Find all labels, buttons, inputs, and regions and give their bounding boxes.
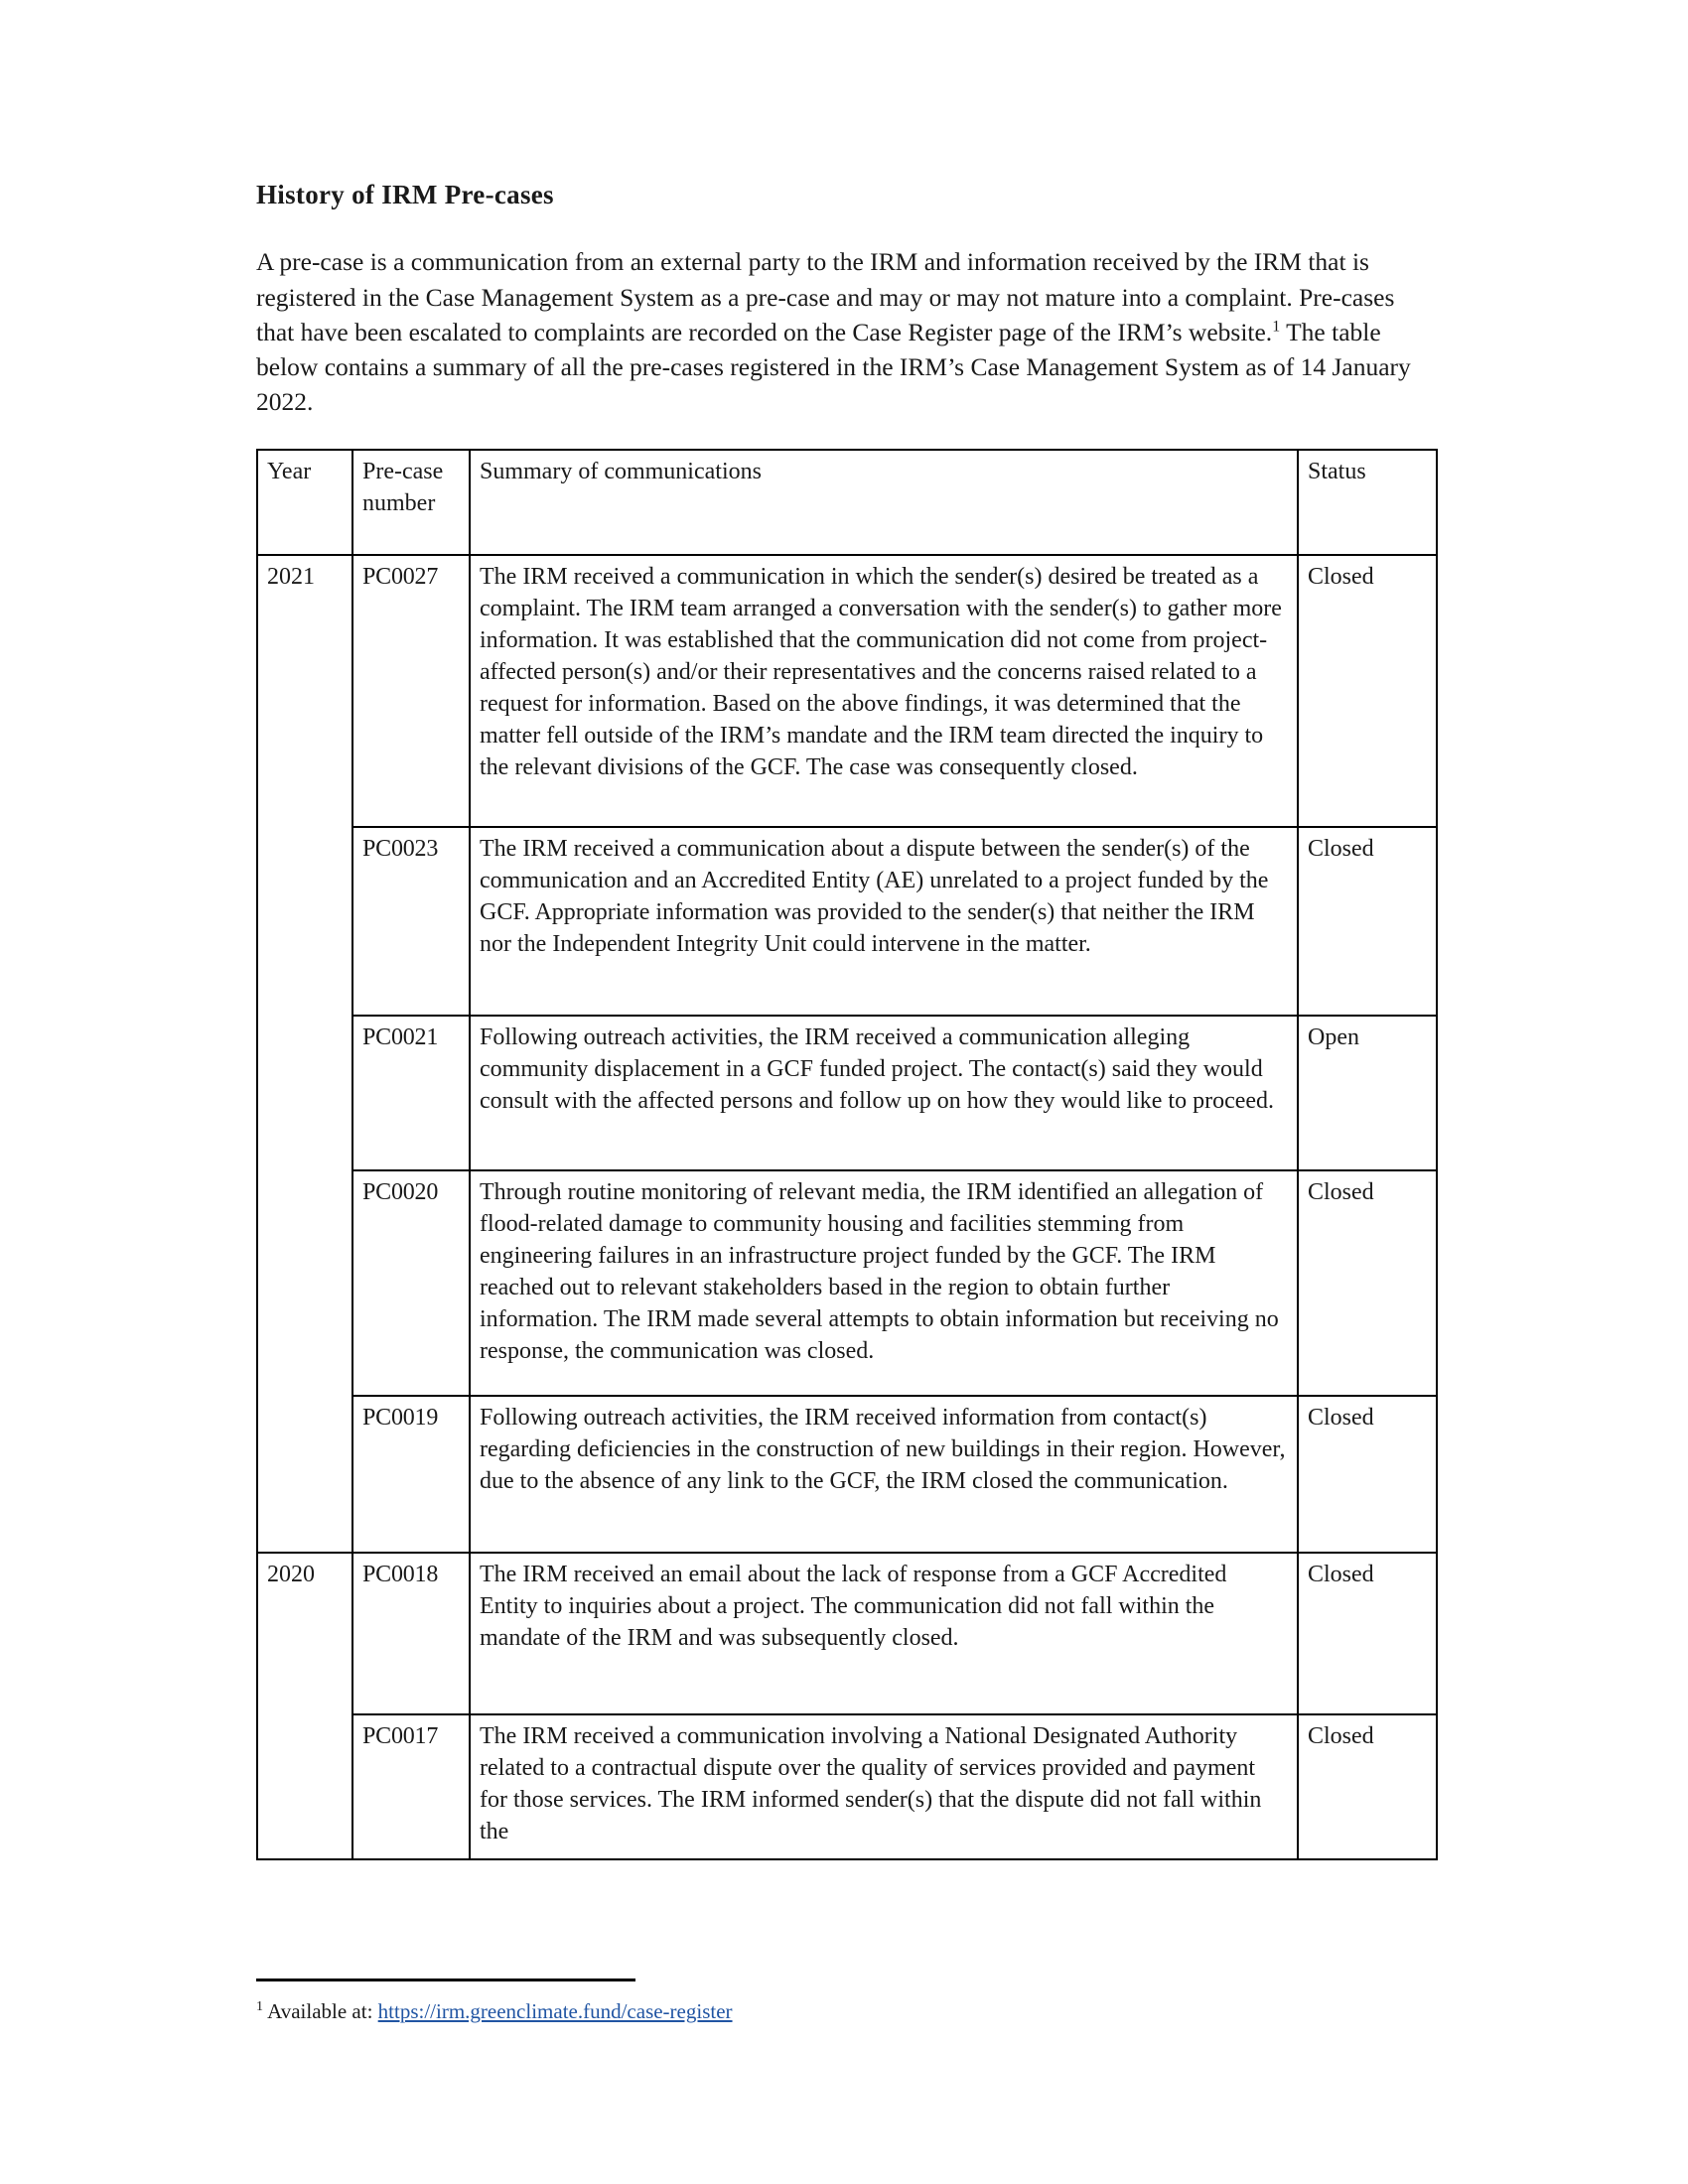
footnote-area	[256, 1979, 1438, 2025]
precase-number-cell: PC0020	[352, 1170, 470, 1396]
pre-cases-table	[256, 449, 1438, 1859]
precase-number-cell: PC0027	[352, 555, 470, 827]
table-row	[257, 555, 1437, 827]
table-row	[257, 1396, 1437, 1553]
summary-cell: The IRM received a communication about a dispute between the sender(s) of the communication and an Accredited Entity (AE) unrelated to a project funded by the GCF. Appropriate information was provided to the sender(s) that neither the IRM nor the Independent Integrity Unit could intervene in the matter.	[470, 827, 1298, 1016]
status-cell: Closed	[1298, 1170, 1437, 1396]
footnote-reference-marker: 1	[1272, 318, 1281, 336]
case-register-link[interactable]: https://irm.greenclimate.fund/case-register	[377, 1999, 733, 2023]
summary-cell: Through routine monitoring of relevant media, the IRM identified an allegation of flood-related damage to community housing and facilities stemming from engineering failures in an infrastructure project funded by the GCF. The IRM reached out to relevant stakeholders based in the region to obtain further information. The IRM made several attempts to obtain information but receiving no response, the communication was closed.	[470, 1170, 1298, 1396]
footnote	[256, 1997, 1438, 2025]
intro-paragraph-text-part1: A pre-case is a communication from an external party to the IRM and information received by the IRM that is registered in the Case Management System as a pre-case and may or may not mature into a complaint. Pre-cases that have been escalated to complaints are recorded on the Case Register page of the IRM’s website.	[256, 247, 1395, 346]
table-row	[257, 1016, 1437, 1170]
status-cell: Closed	[1298, 1553, 1437, 1714]
footnote-label: Available at:	[267, 1999, 373, 2023]
summary-cell: The IRM received an email about the lack of response from a GCF Accredited Entity to inquiries about a project. The communication did not fall within the mandate of the IRM and was subsequently closed.	[470, 1553, 1298, 1714]
table-row	[257, 827, 1437, 1016]
document-content	[256, 179, 1438, 1860]
table-row	[257, 1714, 1437, 1859]
intro-paragraph	[256, 244, 1418, 419]
summary-cell: Following outreach activities, the IRM received a communication alleging community displacement in a GCF funded project. The contact(s) said they would consult with the affected persons and follow up on how they would like to proceed.	[470, 1016, 1298, 1170]
summary-cell: The IRM received a communication in which the sender(s) desired be treated as a complaint. The IRM team arranged a conversation with the sender(s) to gather more information. It was established that the communication did not come from project-affected person(s) and/or their representatives and the concerns raised related to a request for information. Based on the above findings, it was determined that the matter fell outside of the IRM’s mandate and the IRM team directed the inquiry to the relevant divisions of the GCF. The case was consequently closed.	[470, 555, 1298, 827]
footnote-marker: 1	[256, 1999, 263, 2014]
table-row	[257, 1553, 1437, 1714]
precase-number-cell: PC0017	[352, 1714, 470, 1859]
footnote-separator-rule	[256, 1979, 635, 1981]
summary-cell: The IRM received a communication involving a National Designated Authority related to a contractual dispute over the quality of services provided and payment for those services. The IRM informed sender(s) that the dispute did not fall within the	[470, 1714, 1298, 1859]
summary-cell: Following outreach activities, the IRM received information from contact(s) regarding deficiencies in the construction of new buildings in their region. However, due to the absence of any link to the GCF, the IRM closed the communication.	[470, 1396, 1298, 1553]
table-header-row	[257, 450, 1437, 555]
column-header-status: Status	[1298, 450, 1437, 555]
year-group-cell-2021: 2021	[257, 555, 352, 1553]
precase-number-cell: PC0021	[352, 1016, 470, 1170]
precase-number-cell: PC0019	[352, 1396, 470, 1553]
precase-number-cell: PC0018	[352, 1553, 470, 1714]
column-header-year: Year	[257, 450, 352, 555]
precase-number-cell: PC0023	[352, 827, 470, 1016]
column-header-precase-number: Pre-case number	[352, 450, 470, 555]
column-header-summary: Summary of communications	[470, 450, 1298, 555]
status-cell: Open	[1298, 1016, 1437, 1170]
intro-paragraph-text-part2: The table below contains a summary of all the pre-cases registered in the IRM’s Case Management System as of 14 January 2022.	[256, 317, 1411, 417]
status-cell: Closed	[1298, 1714, 1437, 1859]
status-cell: Closed	[1298, 1396, 1437, 1553]
table-row	[257, 1170, 1437, 1396]
status-cell: Closed	[1298, 555, 1437, 827]
page-title: History of IRM Pre-cases	[256, 180, 554, 209]
status-cell: Closed	[1298, 827, 1437, 1016]
year-group-cell-2020: 2020	[257, 1553, 352, 1859]
